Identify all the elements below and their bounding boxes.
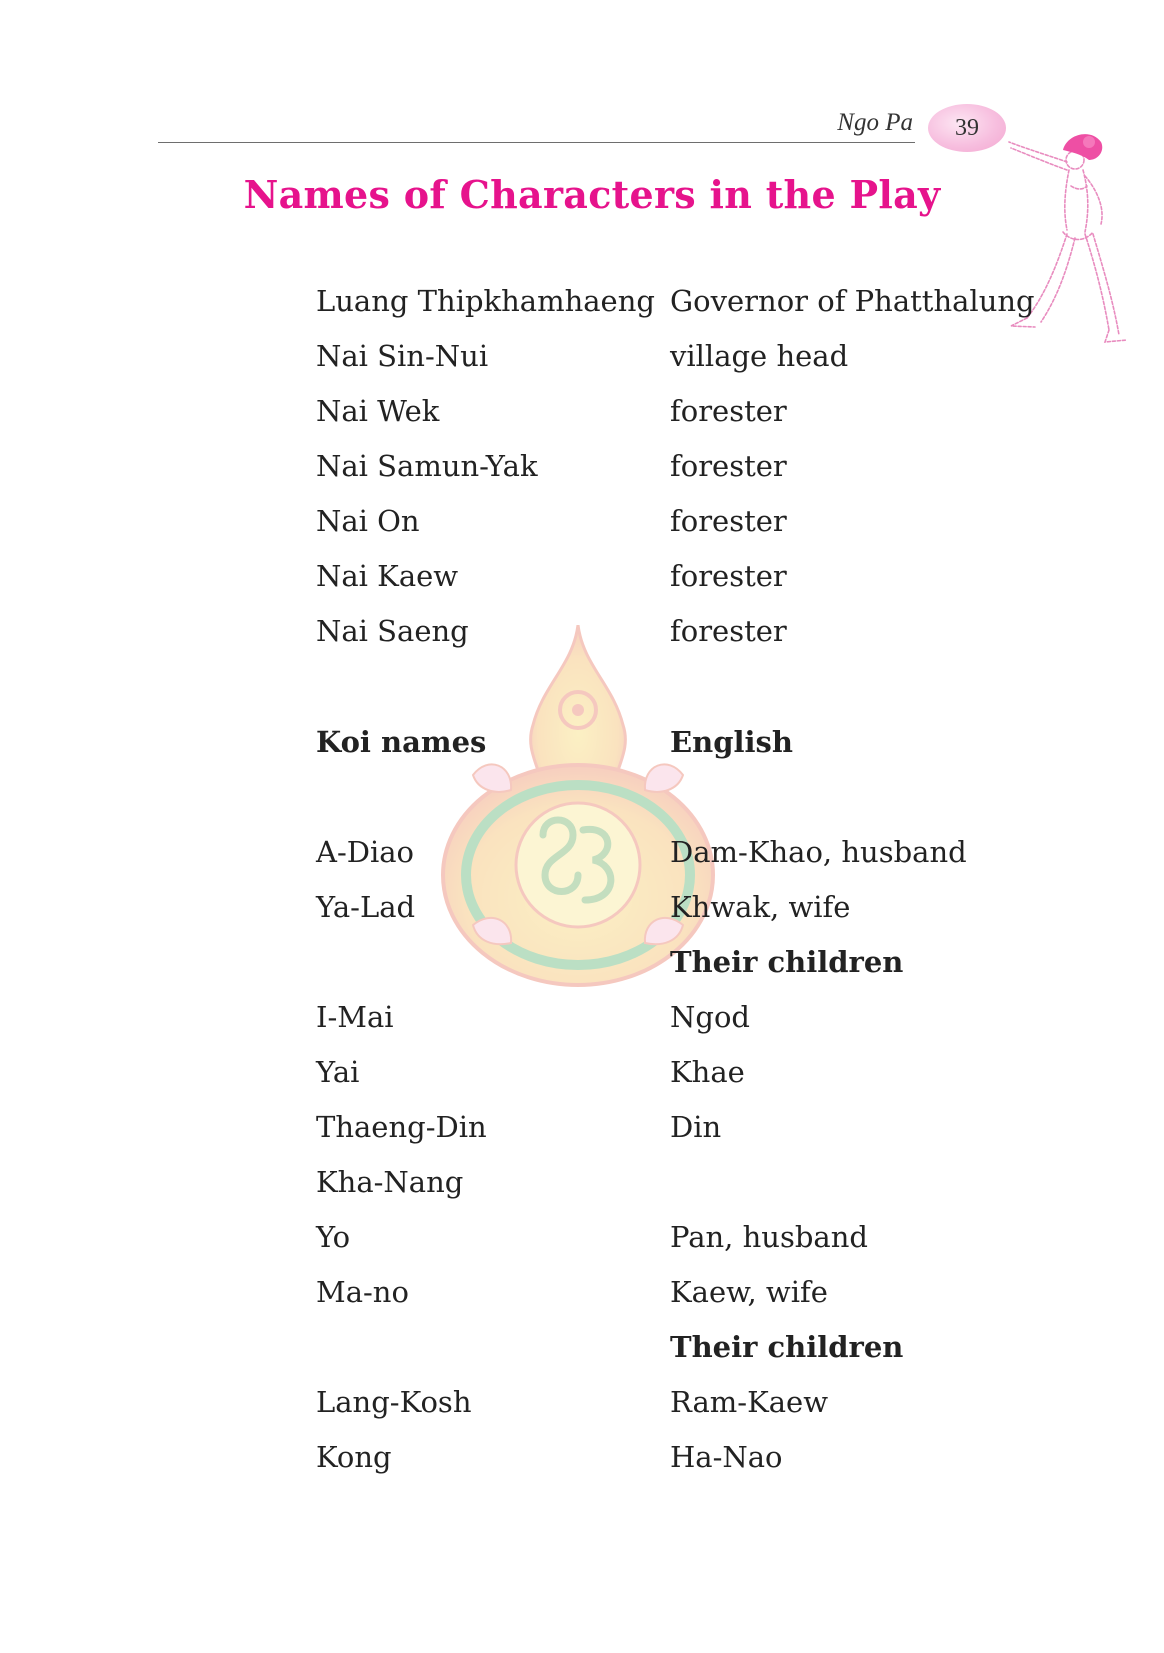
koi-row <box>0 1052 1164 1092</box>
koi-row <box>0 1217 1164 1257</box>
page-title-text: Names of Characters in the Play <box>243 172 941 217</box>
koi-table-header <box>0 722 1164 762</box>
english-name: Pan, husband <box>670 1220 868 1254</box>
koi-name: A-Diao <box>316 835 415 869</box>
english-name: Din <box>670 1110 722 1144</box>
koi-name: Kong <box>316 1440 392 1474</box>
koi-row <box>0 887 1164 927</box>
koi-name: I-Mai <box>316 1000 394 1034</box>
english-name: Khwak, wife <box>670 890 851 924</box>
header-rule <box>158 142 915 143</box>
english-name: Dam-Khao, husband <box>670 835 967 869</box>
character-role: forester <box>670 504 787 538</box>
english-name: Ha-Nao <box>670 1440 783 1474</box>
koi-row <box>0 1162 1164 1202</box>
character-row <box>0 446 1164 486</box>
character-row <box>0 556 1164 596</box>
character-role: forester <box>670 449 787 483</box>
koi-name: Yo <box>316 1220 351 1254</box>
character-role: forester <box>670 614 787 648</box>
character-role: forester <box>670 394 787 428</box>
character-name: Nai Wek <box>316 394 440 428</box>
english-name: Kaew, wife <box>670 1275 828 1309</box>
character-name: Nai Samun-Yak <box>316 449 538 483</box>
page-number: 39 <box>955 114 979 141</box>
page-title <box>0 172 1164 217</box>
character-role: village head <box>670 339 849 373</box>
koi-name: Thaeng-Din <box>316 1110 487 1144</box>
children-heading: Their children <box>670 945 904 979</box>
character-row <box>0 501 1164 541</box>
character-name: Luang Thipkhamhaeng <box>316 284 655 318</box>
character-row <box>0 281 1164 321</box>
character-name: Nai Sin-Nui <box>316 339 489 373</box>
english-name: Khae <box>670 1055 745 1089</box>
koi-row <box>0 1437 1164 1477</box>
koi-row <box>0 1107 1164 1147</box>
koi-column-heading: Koi names <box>316 725 487 759</box>
koi-name: Yai <box>316 1055 360 1089</box>
character-role: forester <box>670 559 787 593</box>
running-title: Ngo Pa <box>837 109 913 136</box>
character-name: Nai Kaew <box>316 559 459 593</box>
children-heading-row <box>0 942 1164 982</box>
koi-name: Ma-no <box>316 1275 409 1309</box>
children-heading: Their children <box>670 1330 904 1364</box>
koi-row <box>0 1382 1164 1422</box>
english-name: Ram-Kaew <box>670 1385 829 1419</box>
koi-name: Kha-Nang <box>316 1165 464 1199</box>
english-name: Ngod <box>670 1000 750 1034</box>
koi-row <box>0 1272 1164 1312</box>
character-name: Nai Saeng <box>316 614 469 648</box>
children-heading-row <box>0 1327 1164 1367</box>
character-name: Nai On <box>316 504 420 538</box>
page-number-badge <box>928 104 1006 152</box>
english-column-heading: English <box>670 725 793 759</box>
koi-name: Lang-Kosh <box>316 1385 472 1419</box>
dancer-illustration <box>1005 130 1135 360</box>
character-row <box>0 336 1164 376</box>
koi-row <box>0 832 1164 872</box>
koi-name: Ya-Lad <box>316 890 416 924</box>
character-row <box>0 611 1164 651</box>
character-role: Governor of Phatthalung <box>670 284 1035 318</box>
character-row <box>0 391 1164 431</box>
koi-row <box>0 997 1164 1037</box>
